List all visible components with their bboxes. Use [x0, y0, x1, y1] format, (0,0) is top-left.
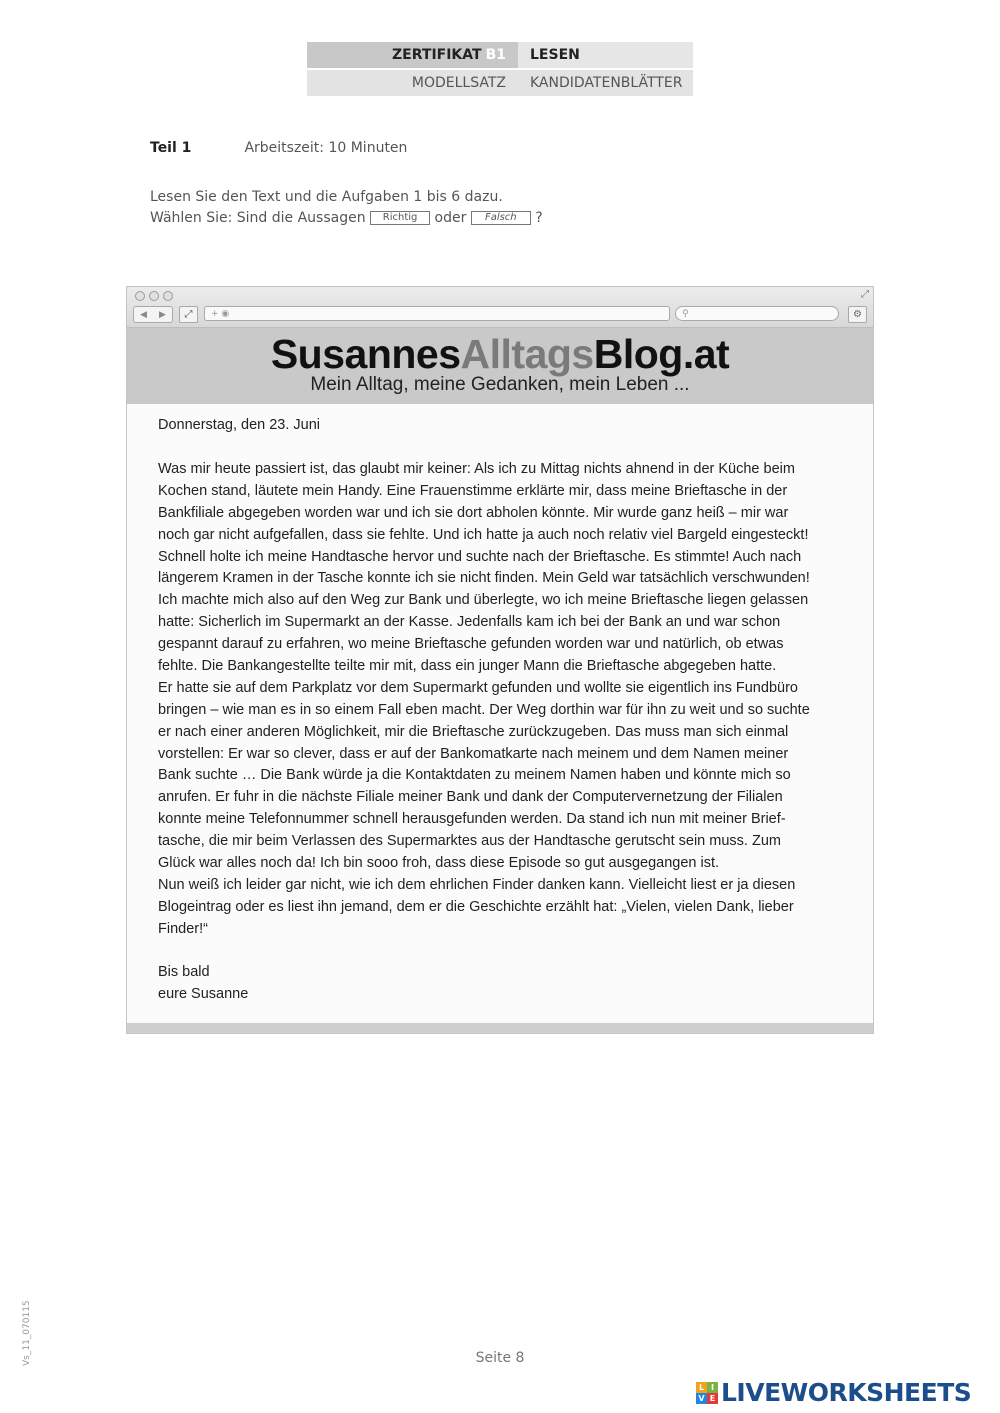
logo-part-2: Alltags — [460, 331, 594, 377]
liveworksheets-icon: L I V E — [696, 1382, 718, 1404]
blog-post — [127, 404, 873, 1024]
post-line: bringen – wie man es in so einem Fall eben macht. Der Weg dorthin war für ihn zu weit und so suchte — [158, 701, 810, 718]
instruction-prefix: Wählen Sie: Sind die Aussagen — [150, 210, 366, 226]
spacer — [158, 941, 848, 963]
fullscreen-icon[interactable]: ⤢ — [861, 289, 869, 300]
post-line: Nun weiß ich leider gar nicht, wie ich dem ehrlichen Finder danken kann. Vielleicht liest er ja diesen — [158, 876, 796, 893]
logo-part-3: Blog.at — [593, 331, 730, 377]
part-heading — [150, 140, 407, 156]
post-line: Glück war alles noch da! Ich bin sooo froh, dass diese Episode so gut ausgegangen ist. — [158, 855, 720, 872]
instruction-line-2 — [150, 208, 543, 229]
post-line: vorstellen: Er war so clever, dass er auf der Bankomatkarte nach meinem und dem Namen meiner — [158, 745, 789, 762]
post-line: Schnell holte ich meine Handtasche hervor und suchte nach der Brieftasche. Es stimmte! Auch nach — [158, 548, 802, 565]
gear-icon[interactable]: ⚙ — [848, 306, 867, 323]
post-body — [158, 459, 848, 1006]
header-row-2 — [307, 70, 693, 96]
zoom-dot-icon[interactable] — [163, 291, 173, 301]
oder-text: oder — [434, 210, 467, 226]
cert-title: ZERTIFIKAT — [392, 47, 482, 63]
page-number: Seite 8 — [475, 1350, 525, 1366]
blog-tagline: Mein Alltag, meine Gedanken, mein Leben ... — [310, 374, 690, 395]
post-line: konnte meine Telefonnummer schnell herausgefunden werden. Da stand ich nun mit meiner Brief- — [158, 811, 786, 828]
address-bar[interactable] — [204, 306, 670, 321]
post-date: Donnerstag, den 23. Juni — [158, 417, 321, 433]
post-line: anrufen. Er fuhr in die nächste Filiale meiner Bank und dank der Computervernetzung der Filialen — [158, 789, 783, 806]
header-section-cell — [518, 42, 693, 68]
post-line: Finder!“ — [158, 920, 208, 937]
post-line: Kochen stand, läutete mein Handy. Eine Frauenstimme erklärte mir, dass meine Brieftasche in der — [158, 482, 788, 499]
post-line: tasche, die mir beim Verlassen des Supermarktes aus der Handtasche gerutscht sein muss. Zum — [158, 833, 781, 850]
header-row-1 — [307, 42, 693, 68]
liveworksheets-logo — [696, 1378, 971, 1407]
part-label: Teil 1 — [150, 140, 192, 156]
browser-status-bar — [127, 1023, 873, 1033]
search-field[interactable] — [675, 306, 839, 321]
exam-header — [307, 42, 693, 96]
part-time: Arbeitszeit: 10 Minuten — [244, 140, 408, 156]
section-title: LESEN — [530, 47, 580, 63]
document-code: Vs_11_070115 — [22, 1300, 32, 1366]
browser-window — [126, 286, 874, 1034]
blog-banner — [127, 328, 873, 404]
header-cert-cell — [307, 42, 518, 68]
forward-arrow-icon[interactable]: ▶ — [159, 309, 166, 320]
back-arrow-icon[interactable]: ◀ — [140, 309, 147, 320]
add-icon: + — [211, 309, 219, 319]
closing-greeting: Bis bald — [158, 964, 210, 981]
post-line: Was mir heute passiert ist, das glaubt mir keiner: Als ich zu Mittag nichts ahnend in der Küche beim — [158, 461, 795, 477]
cert-level: B1 — [485, 47, 506, 63]
closing-signature: eure Susanne — [158, 986, 249, 1003]
post-line: gespannt darauf zu erfahren, wo meine Brieftasche gefunden worden war und natürlich, ob etwas — [158, 636, 784, 653]
search-icon: ⚲ — [682, 309, 689, 319]
post-line: hatte: Sicherlich im Supermarkt an der Kasse. Jedenfalls kam ich bei der Bank an und war schon — [158, 614, 781, 631]
close-dot-icon[interactable] — [135, 291, 145, 301]
modellsatz-label: MODELLSATZ — [411, 75, 506, 91]
richtig-box: Richtig — [370, 211, 430, 225]
globe-icon: ◉ — [221, 309, 230, 319]
kandidaten-cell — [518, 70, 693, 96]
logo-part-1: Susannes — [270, 331, 461, 377]
post-line: Er hatte sie auf dem Parkplatz vor dem Supermarkt gefunden und wollte sie eigentlich ins Fundbüro — [158, 679, 798, 696]
browser-toolbar — [127, 287, 873, 328]
post-line: Ich machte mich also auf den Weg zur Bank und überlegte, wo ich meine Brieftasche liegen gelassen — [158, 592, 809, 609]
post-line: fehlte. Die Bankangestellte teilte mir mit, dass ein junger Mann die Brieftasche abgegeben hatte. — [158, 658, 777, 675]
post-line: Bankfiliale abgegeben worden war und ich sie dort abholen könnte. Mir wurde ganz heiß – mir war — [158, 504, 789, 521]
liveworksheets-wordmark: LIVEWORKSHEETS — [721, 1378, 972, 1407]
instructions — [150, 187, 543, 229]
question-mark: ? — [535, 210, 543, 226]
kandidaten-label: KANDIDATENBLÄTTER — [530, 75, 683, 91]
blog-logo — [127, 331, 873, 378]
minimize-dot-icon[interactable] — [149, 291, 159, 301]
falsch-box: Falsch — [471, 211, 531, 225]
window-controls — [135, 291, 173, 301]
back-forward-buttons[interactable] — [133, 306, 173, 323]
instruction-line-1: Lesen Sie den Text und die Aufgaben 1 bis 6 dazu. — [150, 189, 503, 205]
post-line: Bank suchte … Die Bank würde ja die Kontaktdaten zu meinem Namen haben und könnte mich so — [158, 767, 791, 784]
post-line: längerem Kramen in der Tasche konnte ich sie nicht finden. Mein Geld war tatsächlich verschwunden! — [158, 570, 810, 587]
expand-icon[interactable]: ⤢ — [179, 306, 198, 323]
post-line: noch gar nicht aufgefallen, dass sie fehlte. Und ich hatte ja auch noch relativ viel Bargeld eingesteckt! — [158, 526, 809, 543]
modellsatz-cell — [307, 70, 518, 96]
post-line: Blogeintrag oder es liest ihn jemand, dem er die Geschichte erzählt hat: „Vielen, vielen Dank, lieber — [158, 898, 794, 915]
post-line: er nach einer anderen Möglichkeit, mir die Brieftasche zurückzugeben. Das muss man sich einmal — [158, 723, 789, 740]
